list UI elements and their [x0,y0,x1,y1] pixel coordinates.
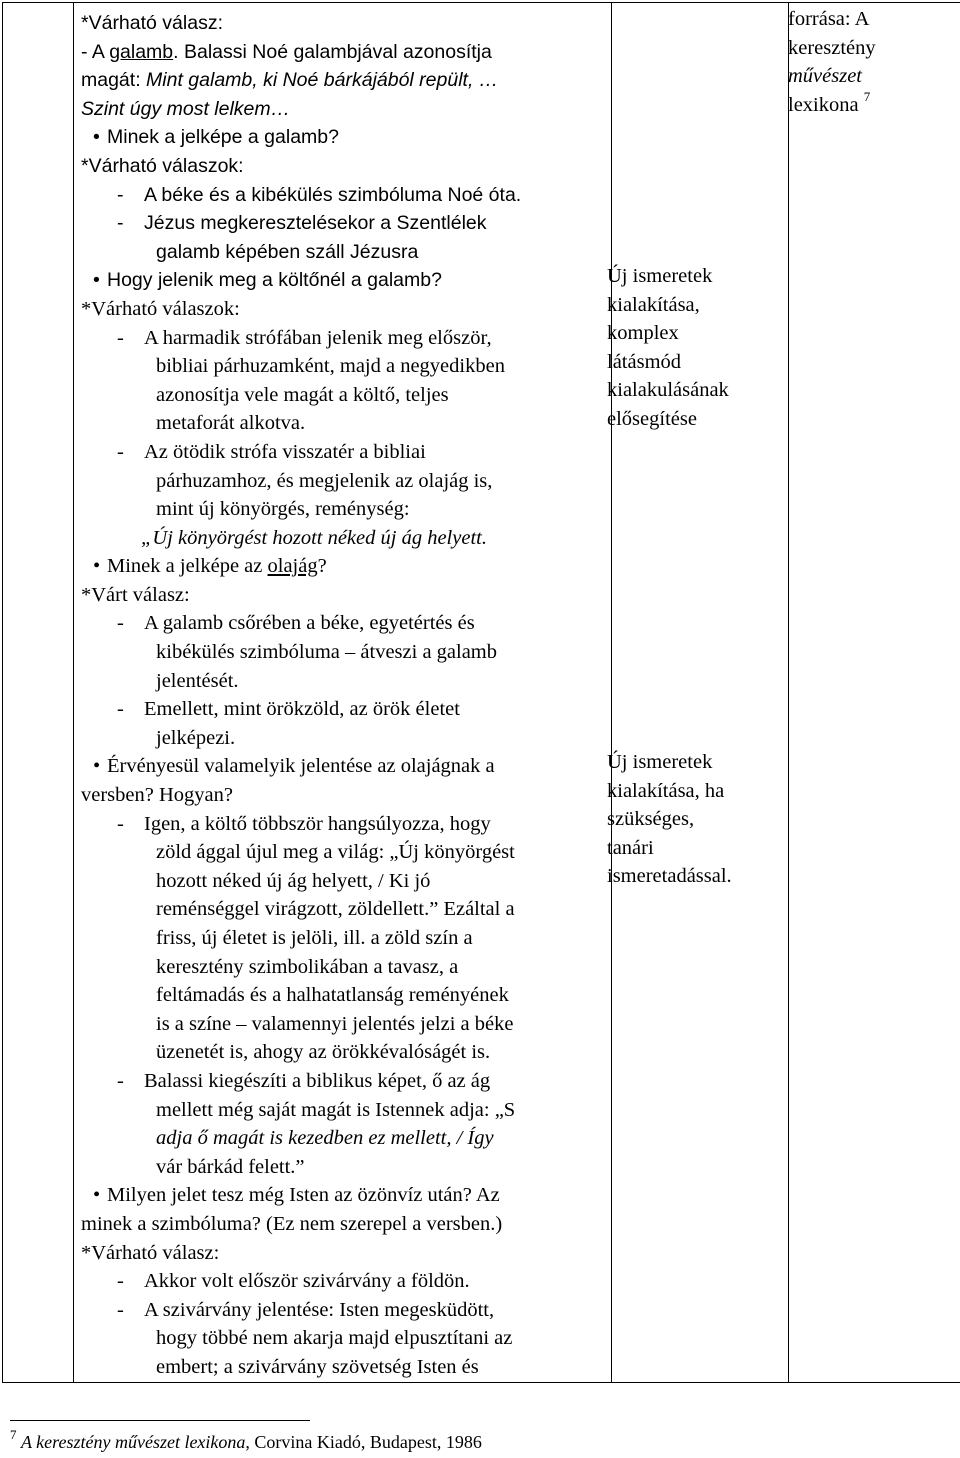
bullet-question: • Hogy jelenik meg a költőnél a galamb? [81,266,605,295]
footnote-divider [10,1420,310,1421]
dash-continuation: párhuzamhoz, és megjelenik az olajág is, [156,469,493,492]
galamb-underlined: galamb [109,40,174,63]
text-line: *Várható válaszok: [81,297,240,320]
bullet-question: • Milyen jelet tesz még Isten az özönvíz után? Az [81,1181,605,1210]
dash-continuation: reménséggel virágzott, zöldellett.” Ezáltal a [156,898,515,921]
dash-continuation: zöld ággal újul meg a világ: „Új könyörgést [156,841,515,864]
dash-item: - Akkor volt először szivárvány a földön. [117,1270,470,1293]
dash-continuation: hozott néked új ág helyett, / Ki jó [156,869,431,892]
dash-item: - A szivárvány jelentése: Isten megesküdött, [117,1298,495,1321]
dash-item: - Balassi kiegészíti a biblikus képet, ő az ág [117,1069,491,1092]
dash-continuation: metaforát alkotva. [156,412,306,435]
bullet-question: • Minek a jelképe az olajág? [81,552,605,581]
footnote-number: 7 [10,1427,17,1442]
dash-item: - A galamb csőrében a béke, egyetértés és [117,612,475,635]
source-note: forrása: A keresztény művészet lexikona $^7$ [788,8,876,116]
dash-item: - A harmadik strófában jelenik meg először, [117,326,492,349]
bullet-icon: • [93,1184,101,1207]
bullet-icon: • [93,269,100,292]
dash-item: - Emellett, mint örökzöld, az örök életet [117,698,460,721]
text-line: minek a szimbóluma? (Ez nem szerepel a versben.) [81,1212,503,1235]
dash-continuation: mint új könyörgés, reménység: [156,498,410,521]
empty-column-cell [3,3,74,1383]
dash-continuation: keresztény szimbolikában a tavasz, a [156,955,459,978]
teacher-note-1: Új ismeretek kialakítása, komplex látásmód kialakulásának elősegítése [607,265,729,430]
dash-item: - Igen, a költő többször hangsúlyozza, hogy [117,812,491,835]
text-line: - A galamb. Balassi Noé galambjával azonosítja [81,40,492,63]
dash-continuation: hogy többé nem akarja majd elpusztítani az [156,1327,513,1350]
dash-continuation: üzenetét is, ahogy az örökkévalóságét is. [156,1041,491,1064]
quote-italic: „Új könyörgést hozott néked új ág helyett. [141,526,487,549]
dash-continuation: vár bárkád felett.” [156,1155,305,1178]
text-line: *Várt válasz: [81,583,190,606]
dash-continuation: kibékülés szimbóluma – átveszi a galamb [156,641,498,664]
bullet-icon: • [93,126,100,149]
main-content-cell [74,3,612,1383]
notes-cell [612,3,789,1383]
teacher-note-2: Új ismeretek kialakítása, ha szükséges, tanári ismeretadással. [607,751,732,888]
dash-continuation: embert; a szivárvány szövetség Isten és [156,1355,479,1378]
bullet-question: • Érvényesül valamelyik jelentése az olajágnak a [81,752,605,781]
text-line: *Várható válaszok: [81,154,244,177]
dash-continuation: jelentését. [156,669,239,692]
dash-continuation: is a színe – valamennyi jelentés jelzi a béke [156,1012,514,1035]
dash-item: - Jézus megkeresztelésekor a Szentlélek [117,212,487,235]
dash-continuation: mellett még saját magát is Istennek adja: „S [156,1098,516,1121]
olajag-underlined: olajág [267,555,318,578]
quote-italic: Szint úgy most lelkem… [81,97,291,120]
dash-item: - A béke és a kibékülés szimbóluma Noé óta. [117,183,522,206]
bullet-question: • Minek a jelképe a galamb? [81,123,605,152]
dash-continuation: bibliai párhuzamként, majd a negyedikben [156,355,505,378]
dash-continuation: galamb képében száll Jézusra [156,240,419,263]
quote-italic: Mint galamb, ki Noé bárkájából repült, … [146,69,499,92]
footnote-title: A keresztény művészet lexikona [21,1432,246,1452]
text-line: magát: Mint galamb, ki Noé bárkájából repült, … [81,69,499,92]
dash-continuation: friss, új életet is jelöli, ill. a zöld szín a [156,927,473,949]
text-line: *Várható válasz: [81,12,223,34]
dash-item: - Az ötödik strófa visszatér a bibliai [117,440,426,463]
quote-italic: adja ő magát is kezedben ez mellett, / Így [156,1127,494,1150]
dash-continuation: azonosítja vele magát a költő, teljes [156,383,449,406]
footnote-ref[interactable]: 7 [863,88,871,104]
text-line: versben? Hogyan? [81,784,233,807]
footnote [10,1427,482,1453]
lesson-plan-table [2,2,960,1383]
source-cell [789,3,960,1383]
bullet-icon: • [93,755,101,778]
footnote-publisher: , Corvina Kiadó, Budapest, 1986 [245,1432,482,1452]
dash-continuation: feltámadás és a halhatatlanság reményének [156,984,509,1007]
bullet-icon: • [93,555,101,578]
text-line: *Várható válasz: [81,1241,220,1264]
dash-continuation: jelképezi. [156,726,236,749]
